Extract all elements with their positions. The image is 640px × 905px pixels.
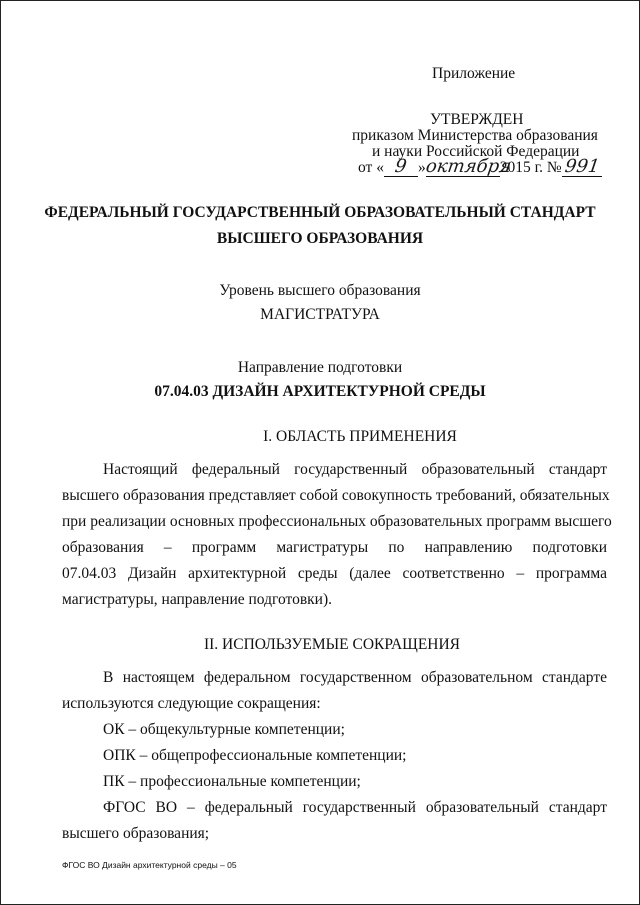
order-line-2: и науки Российской Федерации — [372, 143, 580, 160]
section-1-line-1: Настоящий федеральный государственный образовательный стандарт — [103, 461, 607, 478]
abbr-item-opk: ОПК – общепрофессиональные компетенции; — [103, 747, 407, 764]
order-line-1: приказом Министерства образования — [352, 127, 598, 144]
direction-value: 07.04.03 ДИЗАЙН АРХИТЕКТУРНОЙ СРЕДЫ — [154, 383, 486, 400]
level-label: Уровень высшего образования — [219, 282, 421, 299]
level-value: МАГИСТРАТУРА — [260, 306, 380, 323]
section-2-intro-line-2: используются следующие сокращения: — [62, 695, 321, 712]
abbr-item-fgos-line-2: высшего образования; — [62, 825, 210, 842]
date-prefix: от « — [358, 159, 384, 176]
order-number: 991 — [563, 156, 601, 177]
section-1-line-2: высшего образования представляет собой совокупность требований, обязательных — [62, 487, 610, 504]
direction-label: Направление подготовки — [237, 359, 403, 376]
abbr-item-ok: ОК – общекультурные компетенции; — [103, 721, 345, 738]
section-2-intro-line-1: В настоящем федеральном государственном образовательном стандарте — [103, 669, 607, 686]
abbr-item-fgos-line-1: ФГОС ВО – федеральный государственный образовательный стандарт — [103, 799, 607, 816]
appendix-label: Приложение — [432, 65, 516, 82]
page-footer: ФГОС ВО Дизайн архитектурной среды – 05 — [62, 860, 237, 870]
date-month: октября — [424, 156, 513, 177]
section-1-line-3: при реализации основных профессиональных образовательных программ высшего — [62, 513, 612, 530]
date-mid: » — [417, 159, 426, 176]
section-1-line-4: образования – программ магистратуры по направлению подготовки — [62, 539, 607, 556]
section-1-line-5: 07.04.03 Дизайн архитектурной среды (далее соответственно – программа — [62, 565, 607, 582]
section-1-line-6: магистратуры, направление подготовки). — [62, 591, 333, 608]
date-day: 9 — [384, 159, 418, 177]
date-year: 2015 г. № — [499, 159, 562, 176]
document-title-line-1: ФЕДЕРАЛЬНЫЙ ГОСУДАРСТВЕННЫЙ ОБРАЗОВАТЕЛЬНЫЙ СТАНДАРТ — [44, 204, 596, 221]
section-1-heading: I. ОБЛАСТЬ ПРИМЕНЕНИЯ — [263, 428, 457, 445]
section-2-heading: II. ИСПОЛЬЗУЕМЫЕ СОКРАЩЕНИЯ — [203, 636, 461, 653]
order-date-line — [358, 158, 602, 178]
approved-label: УТВЕРЖДЕН — [430, 111, 524, 128]
abbr-item-pk: ПК – профессиональные компетенции; — [103, 773, 361, 790]
document-title-line-2: ВЫСШЕГО ОБРАЗОВАНИЯ — [216, 230, 424, 247]
